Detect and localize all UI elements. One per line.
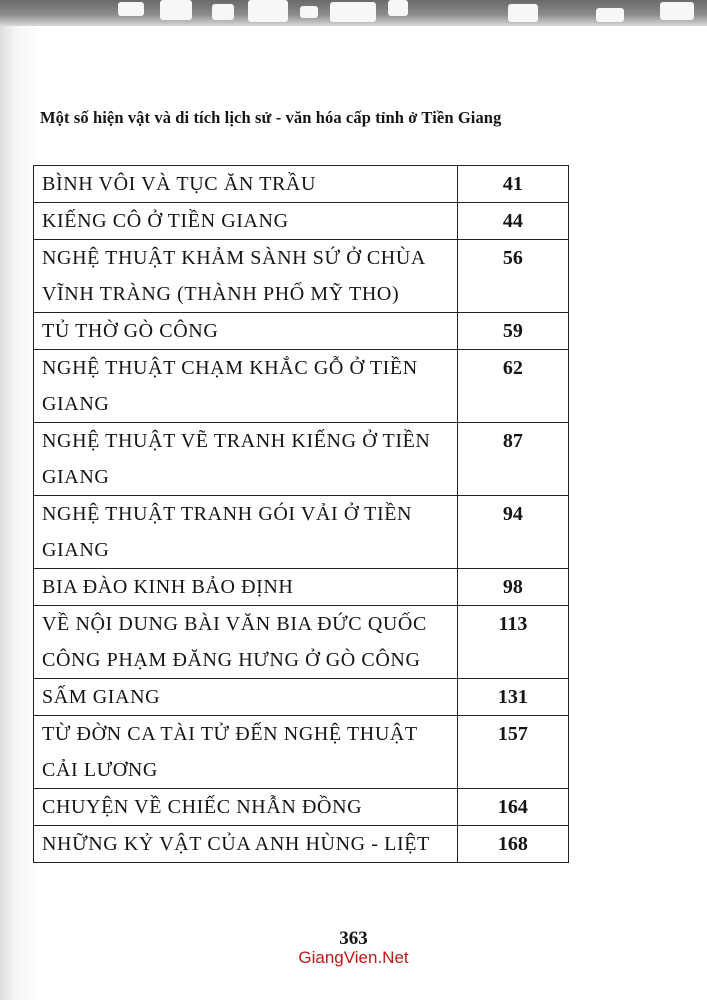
toc-row: [34, 716, 569, 789]
toc-row: [34, 423, 569, 496]
toc-page: 56: [457, 240, 568, 313]
toc-page: 41: [457, 166, 568, 203]
toc-title: NGHỆ THUẬT KHẢM SÀNH SỨ Ở CHÙA VĨNH TRÀNG (THÀNH PHỐ MỸ THO): [34, 240, 458, 313]
toc-title: NGHỆ THUẬT VẼ TRANH KIẾNG Ở TIỀN GIANG: [34, 423, 458, 496]
toc-title: BÌNH VÔI VÀ TỤC ĂN TRẦU: [34, 166, 458, 203]
table-of-contents: [33, 165, 569, 863]
toc-title: NGHỆ THUẬT TRANH GÓI VẢI Ở TIỀN GIANG: [34, 496, 458, 569]
toc-page: 59: [457, 313, 568, 350]
toc-page: 62: [457, 350, 568, 423]
scan-top-edge: [0, 0, 707, 26]
toc-row: [34, 496, 569, 569]
toc-row: [34, 789, 569, 826]
toc-page: 157: [457, 716, 568, 789]
toc-page: 87: [457, 423, 568, 496]
toc-row: [34, 569, 569, 606]
toc-row: [34, 350, 569, 423]
toc-title: VỀ NỘI DUNG BÀI VĂN BIA ĐỨC QUỐC CÔNG PHẠM ĐĂNG HƯNG Ở GÒ CÔNG: [34, 606, 458, 679]
toc-page: 44: [457, 203, 568, 240]
toc-title: CHUYỆN VỀ CHIẾC NHẪN ĐỒNG: [34, 789, 458, 826]
toc-row: [34, 166, 569, 203]
toc-page: 164: [457, 789, 568, 826]
toc-title: NHỮNG KỶ VẬT CỦA ANH HÙNG - LIỆT: [34, 826, 458, 863]
toc-row: [34, 240, 569, 313]
toc-row: [34, 606, 569, 679]
toc-title: NGHỆ THUẬT CHẠM KHẮC GỖ Ở TIỀN GIANG: [34, 350, 458, 423]
toc-page: 131: [457, 679, 568, 716]
toc-page: 113: [457, 606, 568, 679]
toc-row: [34, 203, 569, 240]
watermark-link[interactable]: GiangVien.Net: [298, 948, 409, 967]
page-number: 363: [339, 928, 368, 949]
toc-title: TỪ ĐỜN CA TÀI TỬ ĐẾN NGHỆ THUẬT CẢI LƯƠNG: [34, 716, 458, 789]
toc-title: BIA ĐÀO KINH BẢO ĐỊNH: [34, 569, 458, 606]
toc-row: [34, 826, 569, 863]
toc-page: 98: [457, 569, 568, 606]
toc-title: SẤM GIANG: [34, 679, 458, 716]
toc-page: 168: [457, 826, 568, 863]
toc-row: [34, 679, 569, 716]
toc-row: [34, 313, 569, 350]
toc-title: TỦ THỜ GÒ CÔNG: [34, 313, 458, 350]
toc-title: KIẾNG CÔ Ở TIỀN GIANG: [34, 203, 458, 240]
running-header: Một số hiện vật và di tích lịch sử - văn hóa cấp tỉnh ở Tiền Giang: [40, 108, 502, 127]
toc-page: 94: [457, 496, 568, 569]
